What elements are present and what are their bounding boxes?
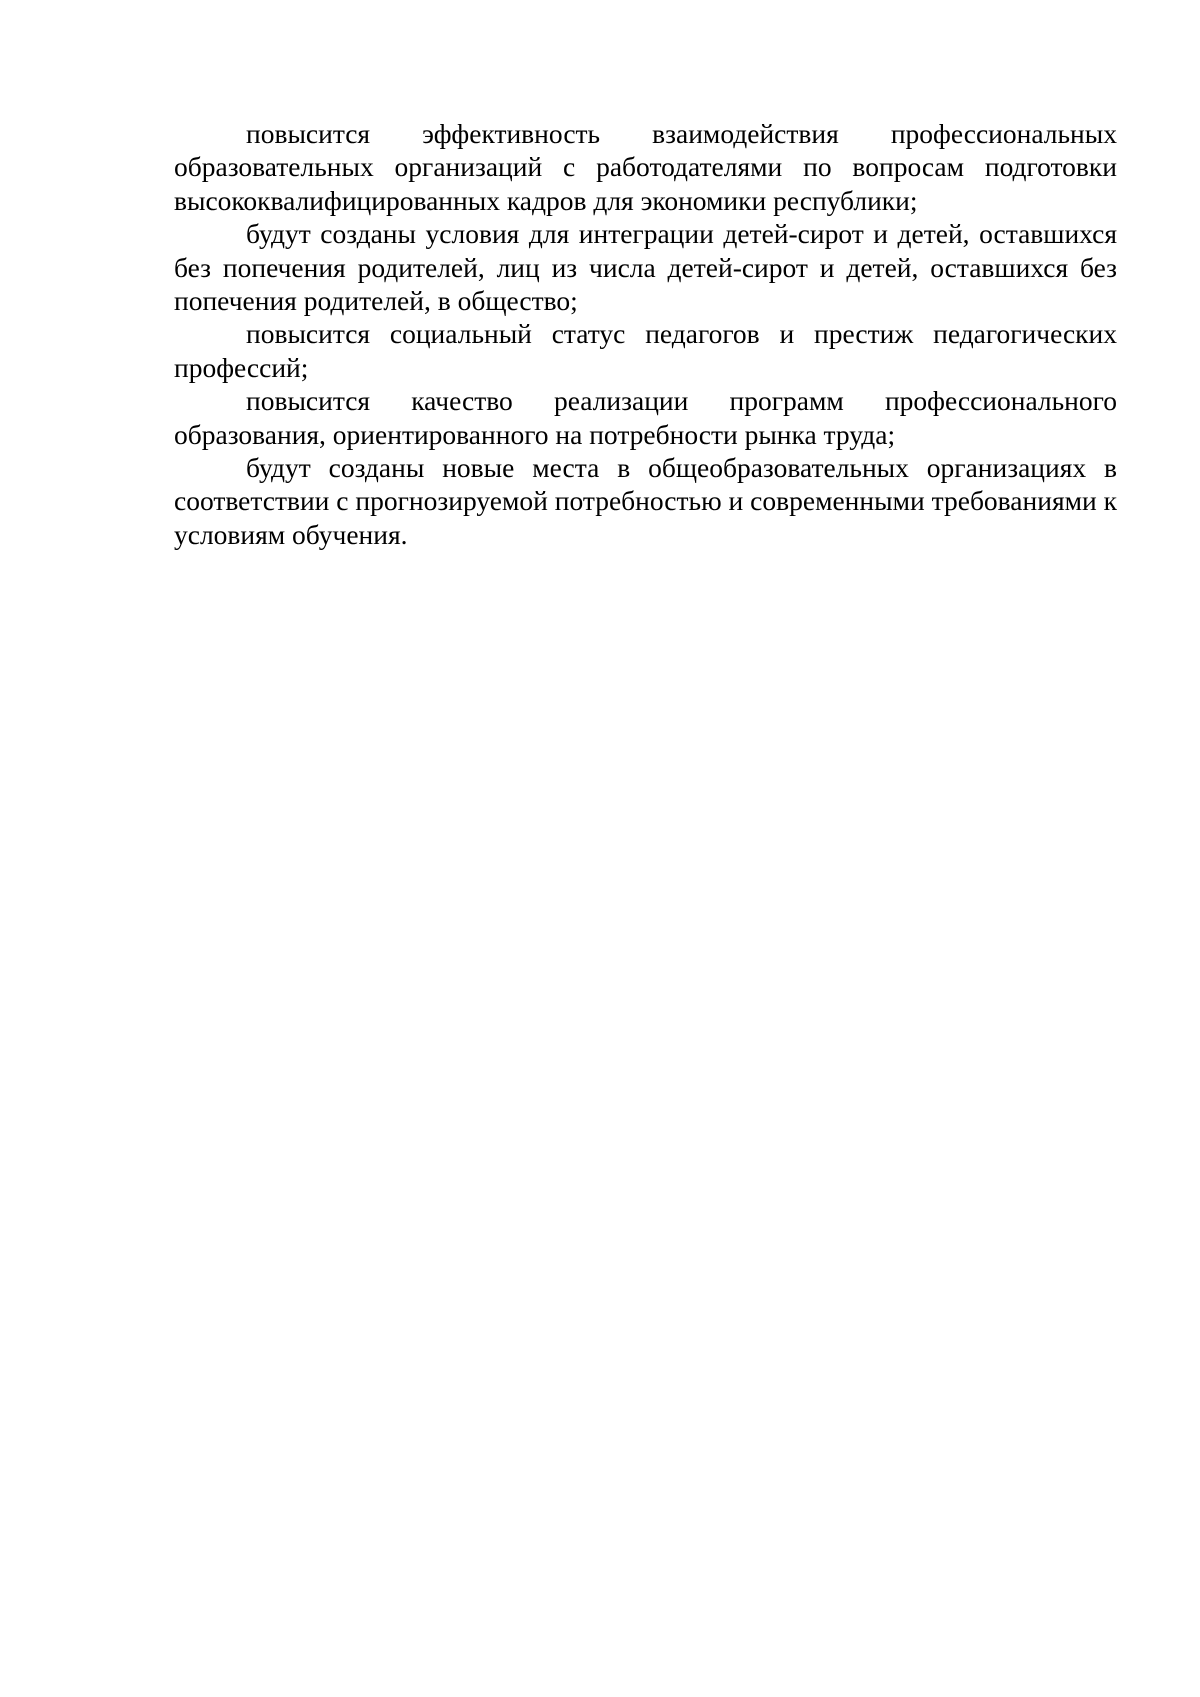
paragraph-education-quality: повысится качество реализации программ профессионального образования, ориентированного на потребности рынка труда; (174, 385, 1117, 450)
document-body (174, 117, 1117, 551)
paragraph-orphan-integration: будут созданы условия для интеграции детей-сирот и детей, оставшихся без попечения родителей, лиц из числа детей-сирот и детей, оставшихся без попечения родителей, в общество; (174, 218, 1117, 317)
paragraph-teacher-status: повысится социальный статус педагогов и престиж педагогических профессий; (174, 318, 1117, 383)
paragraph-employer-cooperation: повысится эффективность взаимодействия профессиональных образовательных организаций с работодателями по вопросам подготовки высококвалифицированных кадров для экономики республики; (174, 118, 1117, 216)
paragraph-new-school-places: будут созданы новые места в общеобразовательных организациях в соответствии с прогнозируемой потребностью и современными требованиями к условиям обучения. (174, 452, 1117, 550)
